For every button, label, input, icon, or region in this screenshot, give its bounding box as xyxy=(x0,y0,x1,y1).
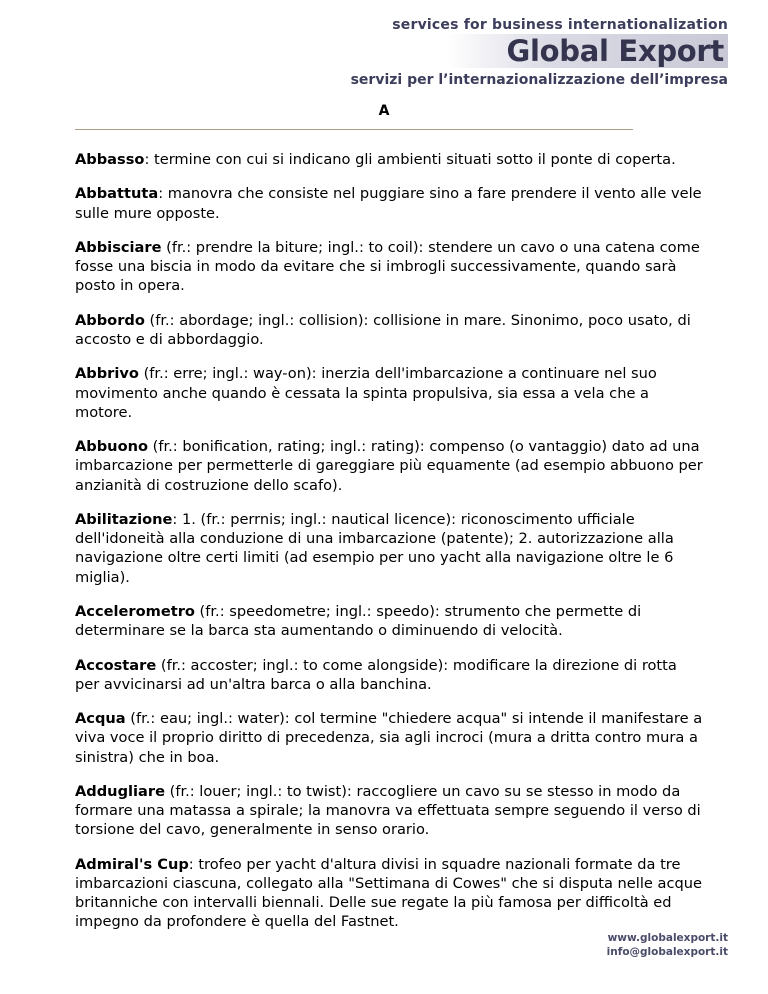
entry-term: Abbattuta xyxy=(75,185,159,203)
entry-definition: (fr.: accoster; ingl.: to come alongside): modificare la direzione di rotta per avvicinarsi ad un'altra barca o alla banchina. xyxy=(75,656,677,693)
glossary-entry xyxy=(75,782,705,840)
entry-term: Acqua xyxy=(75,710,126,728)
glossary-entries xyxy=(75,150,705,947)
glossary-entry xyxy=(75,238,705,296)
glossary-entry xyxy=(75,184,705,222)
brand-logo xyxy=(351,34,728,68)
section-letter-heading: A xyxy=(378,103,390,119)
entry-term: Abbrivo xyxy=(75,365,139,383)
entry-definition: (fr.: erre; ingl.: way-on): inerzia dell'imbarcazione a continuare nel suo movimento anche quando è cessata la spinta propulsiva, sia essa a vela che a motore. xyxy=(75,365,657,421)
entry-term: Admiral's Cup xyxy=(75,855,189,873)
glossary-entry xyxy=(75,510,705,587)
entry-term: Abilitazione xyxy=(75,510,173,528)
entry-term: Abbuono xyxy=(75,438,149,456)
entry-term: Abbordo xyxy=(75,311,145,329)
header-tagline-english: services for business internationalization xyxy=(392,17,728,33)
glossary-entry xyxy=(75,150,705,169)
entry-definition: : 1. (fr.: perrnis; ingl.: nautical licence): riconoscimento ufficiale dell'idoneità alla conduzione di una imbarcazione (patente); 2. autorizzazione alla navigazione oltre certi limiti (ad esempio per uno yacht alla navigazione oltre le 6 miglia). xyxy=(75,510,674,586)
section-divider xyxy=(75,129,633,130)
header-tagline-italian: servizi per l’internazionalizzazione dell’impresa xyxy=(350,72,728,88)
glossary-entry xyxy=(75,855,705,932)
entry-term: Addugliare xyxy=(75,782,165,800)
entry-definition: (fr.: prendre la biture; ingl.: to coil): stendere un cavo o una catena come fosse una biscia in modo da evitare che si imbrogli successivamente, quando sarà posto in opera. xyxy=(75,238,700,295)
entry-definition: (fr.: louer; ingl.: to twist): raccogliere un cavo su se stesso in modo da formare una matassa a spirale; la manovra va effettuata sempre seguendo il verso di torsione del cavo, generalmente in senso orario. xyxy=(75,782,701,839)
glossary-entry xyxy=(75,602,705,640)
entry-definition: (fr.: bonification, rating; ingl.: rating): compenso (o vantaggio) dato ad una imbarcazione per permetterle di gareggiare più equamente (ad esempio abbuono per anzianità di costruzione dello scafo). xyxy=(75,438,703,494)
glossary-entry xyxy=(75,437,705,495)
footer-website-link[interactable]: www.globalexport.it xyxy=(607,932,728,944)
glossary-entry xyxy=(75,656,705,694)
page-footer xyxy=(607,931,728,959)
entry-definition: : trofeo per yacht d'altura divisi in squadre nazionali formate da tre imbarcazioni ciascuna, collegato alla "Settimana di Cowes" che si disputa nelle acque britanniche con intervalli biennali. Delle sue regate la più famosa per difficoltà ed impegno da profondere è quella del Fastnet. xyxy=(75,855,702,931)
brand-name: Global Export xyxy=(447,34,729,68)
entry-term: Accostare xyxy=(75,656,157,674)
entry-definition: (fr.: abordage; ingl.: collision): collisione in mare. Sinonimo, poco usato, di accosto e di abbordaggio. xyxy=(75,311,691,348)
entry-term: Abbasso xyxy=(75,151,145,168)
footer-email-link[interactable]: info@globalexport.it xyxy=(606,946,728,958)
entry-term: Abbisciare xyxy=(75,238,162,256)
page-header xyxy=(351,16,728,90)
entry-definition: (fr.: eau; ingl.: water): col termine "chiedere acqua" si intende il manifestare a viva voce il proprio diritto di precedenza, sia agli incroci (mura a dritta contro mura a sinistra) che in boa. xyxy=(75,710,703,766)
entry-definition: : termine con cui si indicano gli ambienti situati sotto il ponte di coperta. xyxy=(144,151,676,168)
entry-term: Accelerometro xyxy=(75,602,195,620)
glossary-entry xyxy=(75,311,705,349)
glossary-entry xyxy=(75,709,705,767)
glossary-entry xyxy=(75,364,705,422)
entry-definition: : manovra che consiste nel puggiare sino a fare prendere il vento alle vele sulle mure opposte. xyxy=(75,185,702,222)
entry-definition: (fr.: speedometre; ingl.: speedo): strumento che permette di determinare se la barca sta aumentando o diminuendo di velocità. xyxy=(75,602,642,640)
